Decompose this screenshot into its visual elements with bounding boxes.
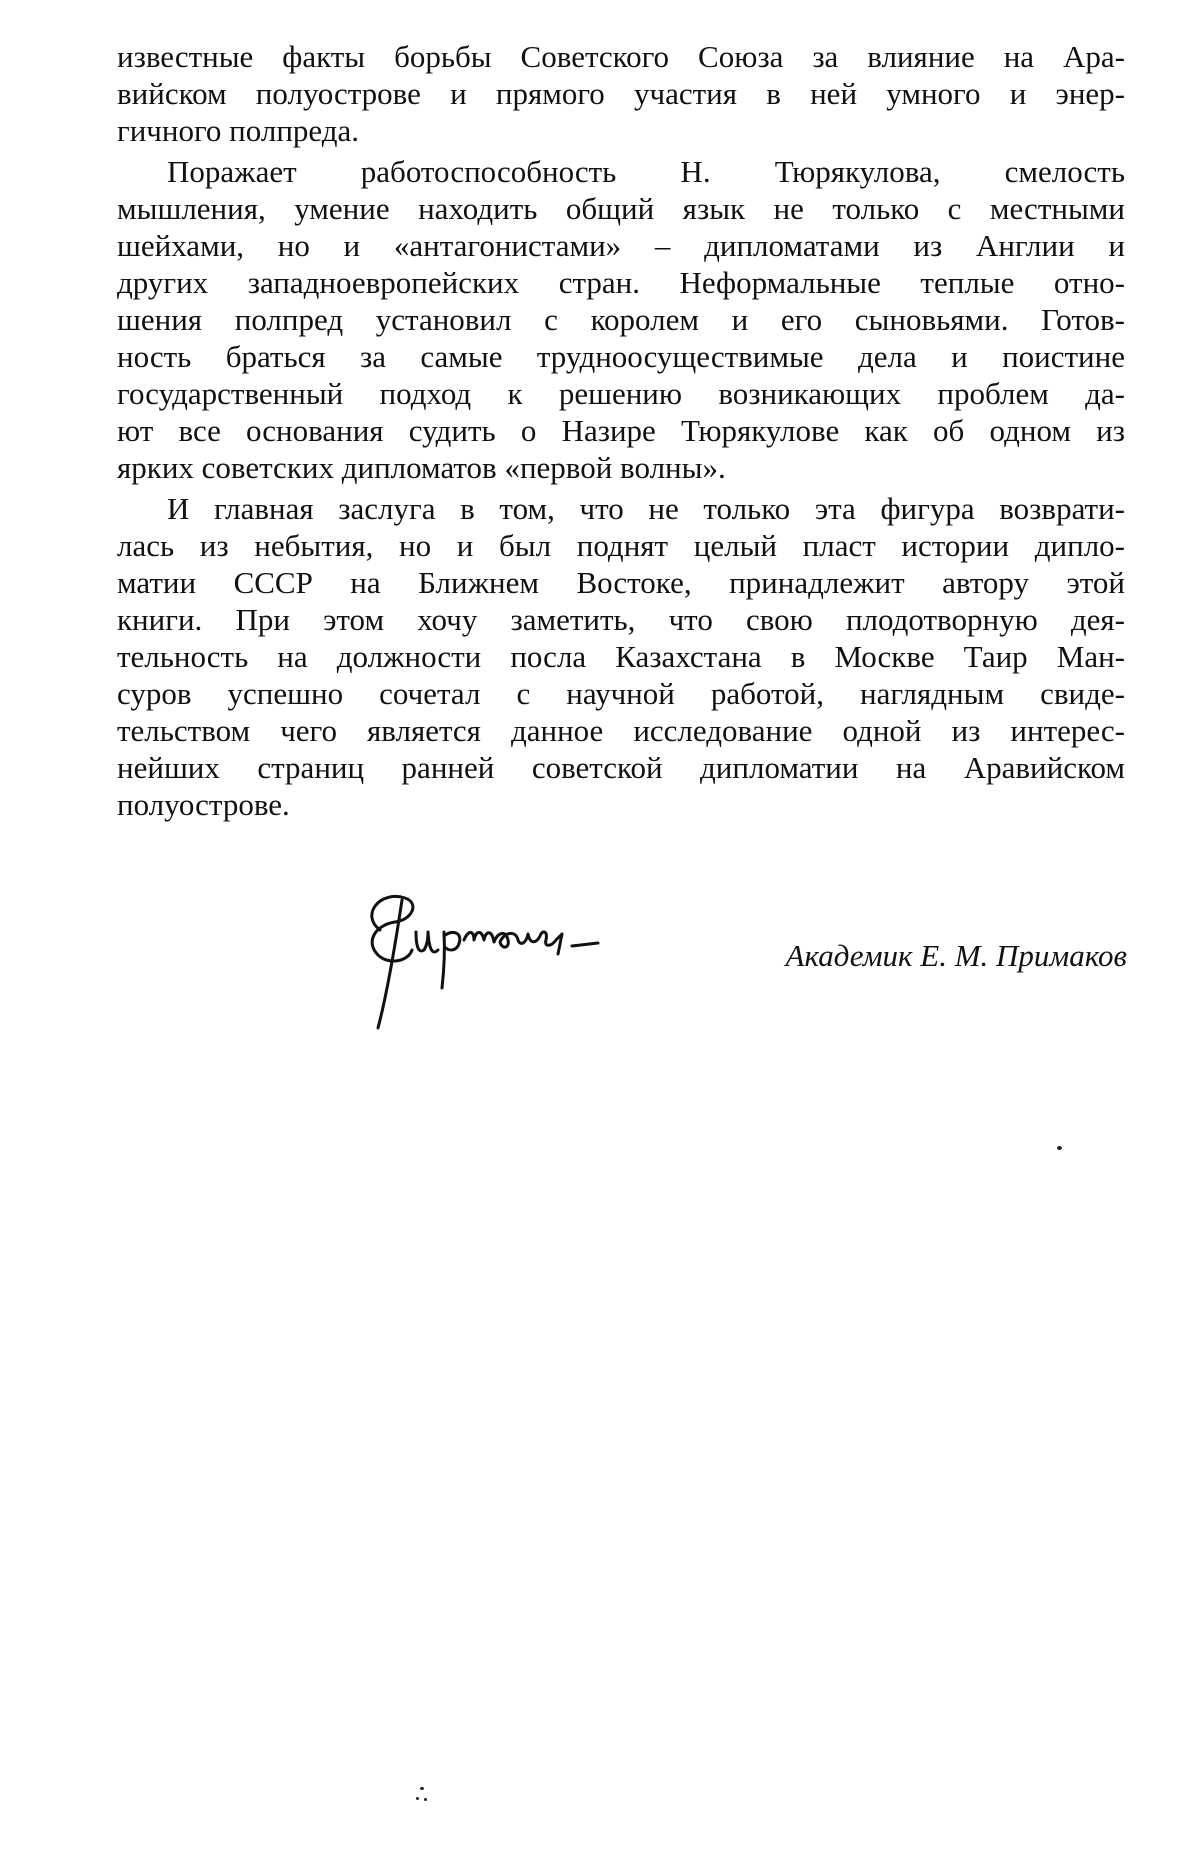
text-line: книги. При этом хочу заметить, что свою плодотворную дея- bbox=[117, 601, 1125, 638]
text-line: И главная заслуга в том, что не только эта фигура возврати- bbox=[117, 490, 1125, 527]
text-line: суров успешно сочетал с научной работой, наглядным свиде- bbox=[117, 675, 1125, 712]
paragraph-1 bbox=[117, 38, 1125, 149]
text-line: лась из небытия, но и был поднят целый пласт истории дипло- bbox=[117, 527, 1125, 564]
text-line: полуострове. bbox=[117, 786, 1125, 823]
text-line: Поражает работоспособность Н. Тюрякулова, смелость bbox=[117, 153, 1125, 190]
handwritten-signature bbox=[350, 870, 620, 1030]
text-line: вийском полуострове и прямого участия в ней умного и энер- bbox=[117, 75, 1125, 112]
text-line: гичного полпреда. bbox=[117, 112, 1125, 149]
paragraph-3 bbox=[117, 490, 1125, 823]
text-line: матии СССР на Ближнем Востоке, принадлежит автору этой bbox=[117, 564, 1125, 601]
body-text bbox=[117, 38, 1125, 823]
text-line: ют все основания судить о Назире Тюрякулове как об одном из bbox=[117, 412, 1125, 449]
scan-speck bbox=[1057, 1146, 1062, 1150]
document-page bbox=[0, 0, 1200, 1873]
text-line: других западноевропейских стран. Неформальные теплые отно- bbox=[117, 264, 1125, 301]
text-line: шейхами, но и «антагонистами» – дипломатами из Англии и bbox=[117, 227, 1125, 264]
scan-speck bbox=[420, 1787, 424, 1790]
text-line: тельность на должности посла Казахстана в Москве Таир Ман- bbox=[117, 638, 1125, 675]
text-line: ность браться за самые трудноосуществимые дела и поистине bbox=[117, 338, 1125, 375]
paragraph-2 bbox=[117, 153, 1125, 486]
text-line: тельством чего является данное исследование одной из интерес- bbox=[117, 712, 1125, 749]
scan-speck bbox=[424, 1798, 427, 1801]
scan-speck bbox=[416, 1797, 419, 1800]
signer-name: Академик Е. М. Примаков bbox=[786, 938, 1127, 974]
text-line: ярких советских дипломатов «первой волны». bbox=[117, 449, 1125, 486]
text-line: известные факты борьбы Советского Союза за влияние на Ара- bbox=[117, 38, 1125, 75]
text-line: государственный подход к решению возникающих проблем да- bbox=[117, 375, 1125, 412]
text-line: нейших страниц ранней советской дипломатии на Аравийском bbox=[117, 749, 1125, 786]
text-line: шения полпред установил с королем и его сыновьями. Готов- bbox=[117, 301, 1125, 338]
text-line: мышления, умение находить общий язык не только с местными bbox=[117, 190, 1125, 227]
